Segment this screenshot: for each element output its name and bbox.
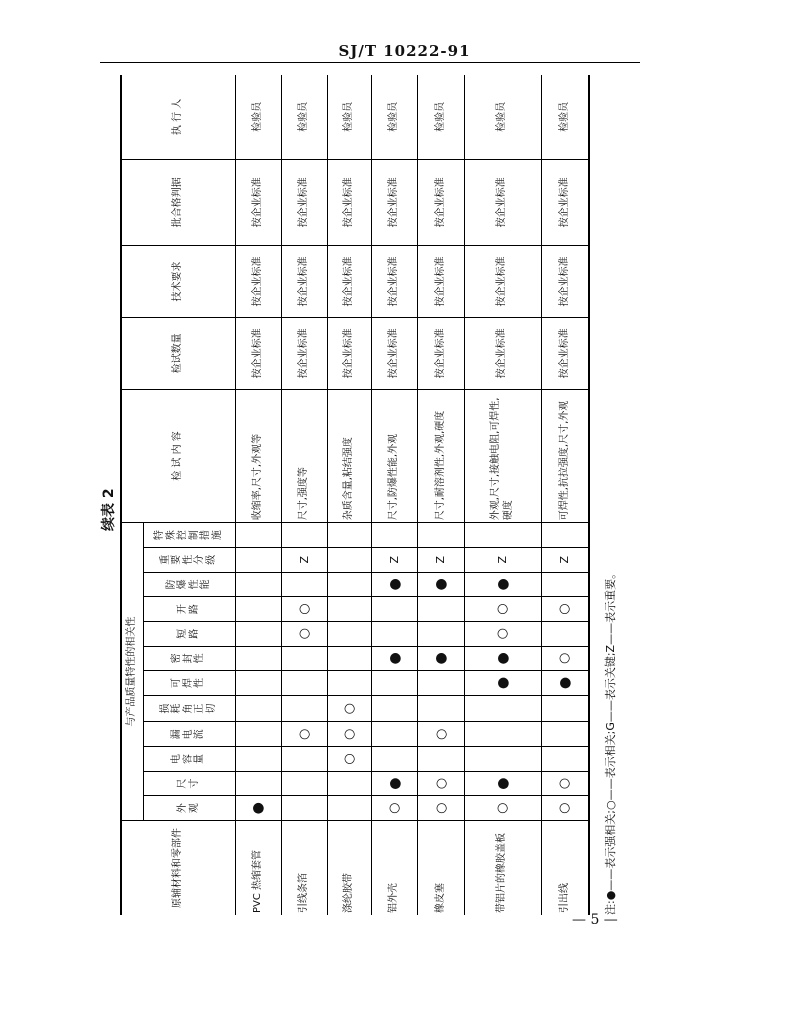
header-quantity: 检试数量 [121, 317, 235, 389]
table-row [282, 75, 328, 915]
correlation-mark: ○ [418, 722, 465, 747]
correlation-mark [282, 695, 328, 722]
material-cell: PVC 热缩套管 [235, 821, 282, 915]
correlation-mark [235, 671, 282, 696]
table-row [418, 75, 465, 915]
correlation-mark: Z [282, 547, 328, 572]
correlation-mark: ○ [327, 695, 371, 722]
correlation-mark [235, 695, 282, 722]
quantity-cell: 按企业标准 [464, 317, 541, 389]
material-cell: 橡皮塞 [418, 821, 465, 915]
quantity-cell: 按企业标准 [371, 317, 418, 389]
correlation-mark [371, 722, 418, 747]
content-cell: 可焊性,抗拉强度,尺寸,外观 [541, 389, 589, 522]
table-row [541, 75, 589, 915]
executor-cell: 检验员 [464, 75, 541, 159]
correlation-mark [327, 621, 371, 646]
header-rule [100, 62, 640, 63]
correlation-mark: ○ [282, 722, 328, 747]
correlation-mark [282, 671, 328, 696]
executor-cell: 检验员 [418, 75, 465, 159]
correlation-mark: ○ [327, 722, 371, 747]
correlation-mark: ○ [541, 646, 589, 671]
quantity-cell: 按企业标准 [418, 317, 465, 389]
correlation-mark [371, 747, 418, 772]
correlation-mark: ○ [371, 796, 418, 821]
material-cell: 铝外壳 [371, 821, 418, 915]
correlation-mark [327, 796, 371, 821]
criteria-cell: 按企业标准 [327, 159, 371, 245]
table-note: 注:●——表示强相关;○——表示相关;G——表示关键;Z——表示重要。 [604, 567, 617, 915]
header-material: 原辅材料和零部件 [121, 821, 235, 915]
correlation-mark: ● [464, 771, 541, 796]
correlation-mark: ○ [282, 597, 328, 622]
content-cell: 外观,尺寸,接触电阻,可焊性,硬度 [464, 389, 541, 522]
criteria-cell: 按企业标准 [371, 159, 418, 245]
content-cell: 收缩率,尺寸,外观等 [235, 389, 282, 522]
executor-cell: 检验员 [327, 75, 371, 159]
material-cell: 涤纶胶带 [327, 821, 371, 915]
criteria-cell: 按企业标准 [418, 159, 465, 245]
correlation-mark [371, 695, 418, 722]
header-tech: 技术要求 [121, 246, 235, 318]
header-leakage-current: 漏电流 [143, 722, 235, 747]
content-cell: 杂质含量,粘结强度 [327, 389, 371, 522]
correlation-mark [418, 523, 465, 548]
correlation-mark [418, 621, 465, 646]
correlation-mark [418, 695, 465, 722]
correlation-mark: ● [464, 572, 541, 597]
header-importance-grade: 重要性分级 [143, 547, 235, 572]
table-row [464, 75, 541, 915]
criteria-cell: 按企业标准 [541, 159, 589, 245]
correlation-mark: Z [418, 547, 465, 572]
tech-cell: 按企业标准 [418, 246, 465, 318]
correlation-mark [282, 646, 328, 671]
correlation-mark [235, 547, 282, 572]
header-executor: 执 行 人 [121, 75, 235, 159]
executor-cell: 检验员 [371, 75, 418, 159]
correlation-mark: ○ [464, 796, 541, 821]
rotated-table-stage [101, 75, 617, 915]
correlation-mark [464, 747, 541, 772]
executor-cell: 检验员 [235, 75, 282, 159]
correlation-mark: ○ [541, 796, 589, 821]
correlation-mark: ● [464, 646, 541, 671]
correlation-mark [371, 621, 418, 646]
header-solderability: 可焊性 [143, 671, 235, 696]
correlation-mark: ○ [541, 771, 589, 796]
correlation-mark [371, 597, 418, 622]
correlation-mark: ○ [282, 621, 328, 646]
material-cell: 带铝片的橡胶盖板 [464, 821, 541, 915]
correlation-mark: Z [371, 547, 418, 572]
quantity-cell: 按企业标准 [327, 317, 371, 389]
tech-cell: 按企业标准 [464, 246, 541, 318]
header-content: 检 试 内 容 [121, 389, 235, 522]
header-criteria: 批合格判据 [121, 159, 235, 245]
correlation-mark [282, 572, 328, 597]
header-explosion-proof: 防爆性能 [143, 572, 235, 597]
criteria-cell: 按企业标准 [235, 159, 282, 245]
correlation-mark [327, 646, 371, 671]
content-cell: 尺寸,防爆性能,外观 [371, 389, 418, 522]
correlation-mark: Z [464, 547, 541, 572]
quantity-cell: 按企业标准 [235, 317, 282, 389]
header-quality-group: 与产品质量特性的相关性 [121, 523, 143, 821]
correlation-mark [282, 771, 328, 796]
correlation-mark: ● [418, 646, 465, 671]
correlation-mark: ○ [327, 747, 371, 772]
correlation-mark [235, 646, 282, 671]
tech-cell: 按企业标准 [327, 246, 371, 318]
correlation-mark [327, 572, 371, 597]
correlation-mark [371, 671, 418, 696]
tech-cell: 按企业标准 [235, 246, 282, 318]
correlation-mark [418, 597, 465, 622]
criteria-cell: 按企业标准 [464, 159, 541, 245]
header-open-circuit: 开路 [143, 597, 235, 622]
correlation-mark: ● [418, 572, 465, 597]
correlation-mark [327, 547, 371, 572]
correlation-mark: ○ [464, 597, 541, 622]
standard-code-header: SJ/T 10222-91 [338, 42, 471, 60]
executor-cell: 检验员 [541, 75, 589, 159]
correlation-mark [541, 722, 589, 747]
correlation-mark: ● [235, 796, 282, 821]
correlation-mark: ● [371, 572, 418, 597]
correlation-mark [235, 747, 282, 772]
correlation-mark: ● [541, 671, 589, 696]
quantity-cell: 按企业标准 [282, 317, 328, 389]
correlation-mark [327, 771, 371, 796]
correlation-mark [371, 523, 418, 548]
tech-cell: 按企业标准 [371, 246, 418, 318]
correlation-mark [235, 771, 282, 796]
correlation-mark: ● [371, 646, 418, 671]
material-cell: 引出线 [541, 821, 589, 915]
correlation-mark [282, 747, 328, 772]
correlation-mark [282, 796, 328, 821]
executor-cell: 检验员 [282, 75, 328, 159]
correlation-mark: ○ [418, 796, 465, 821]
correlation-mark [541, 747, 589, 772]
content-cell: 尺寸,强度等 [282, 389, 328, 522]
correlation-mark [235, 597, 282, 622]
correlation-mark [418, 671, 465, 696]
correlation-mark [235, 572, 282, 597]
header-capacitance: 电容量 [143, 747, 235, 772]
header-size: 尺寸 [143, 771, 235, 796]
correlation-mark [418, 747, 465, 772]
header-sealing: 密封性 [143, 646, 235, 671]
header-short-circuit: 短路 [143, 621, 235, 646]
material-cell: 引线条箔 [282, 821, 328, 915]
correlation-mark [541, 621, 589, 646]
table-caption: 续表 2 [101, 488, 117, 531]
content-cell: 尺寸,耐溶剂性,外观,硬度 [418, 389, 465, 522]
table-row [371, 75, 418, 915]
header-special-control: 特殊控制措施 [143, 523, 235, 548]
header-loss-tangent: 损耗角正切 [143, 695, 235, 722]
correlation-mark [541, 572, 589, 597]
correlation-mark [235, 523, 282, 548]
criteria-cell: 按企业标准 [282, 159, 328, 245]
header-appearance: 外观 [143, 796, 235, 821]
correlation-mark: ● [371, 771, 418, 796]
correlation-mark: Z [541, 547, 589, 572]
table-row [327, 75, 371, 915]
table-row [235, 75, 282, 915]
correlation-mark [464, 722, 541, 747]
correlation-mark: ○ [541, 597, 589, 622]
correlation-mark [327, 597, 371, 622]
page-number: — 5 — [572, 912, 618, 928]
correlation-mark [327, 523, 371, 548]
correlation-mark [464, 523, 541, 548]
correlation-mark [327, 671, 371, 696]
tech-cell: 按企业标准 [282, 246, 328, 318]
correlation-mark [541, 695, 589, 722]
correlation-mark [235, 722, 282, 747]
tech-cell: 按企业标准 [541, 246, 589, 318]
correlation-mark [282, 523, 328, 548]
correlation-mark: ○ [418, 771, 465, 796]
quantity-cell: 按企业标准 [541, 317, 589, 389]
correlation-mark: ○ [464, 621, 541, 646]
correlation-mark [541, 523, 589, 548]
correlation-mark [235, 621, 282, 646]
inspection-table [120, 75, 590, 915]
correlation-mark: ● [464, 671, 541, 696]
correlation-mark [464, 695, 541, 722]
